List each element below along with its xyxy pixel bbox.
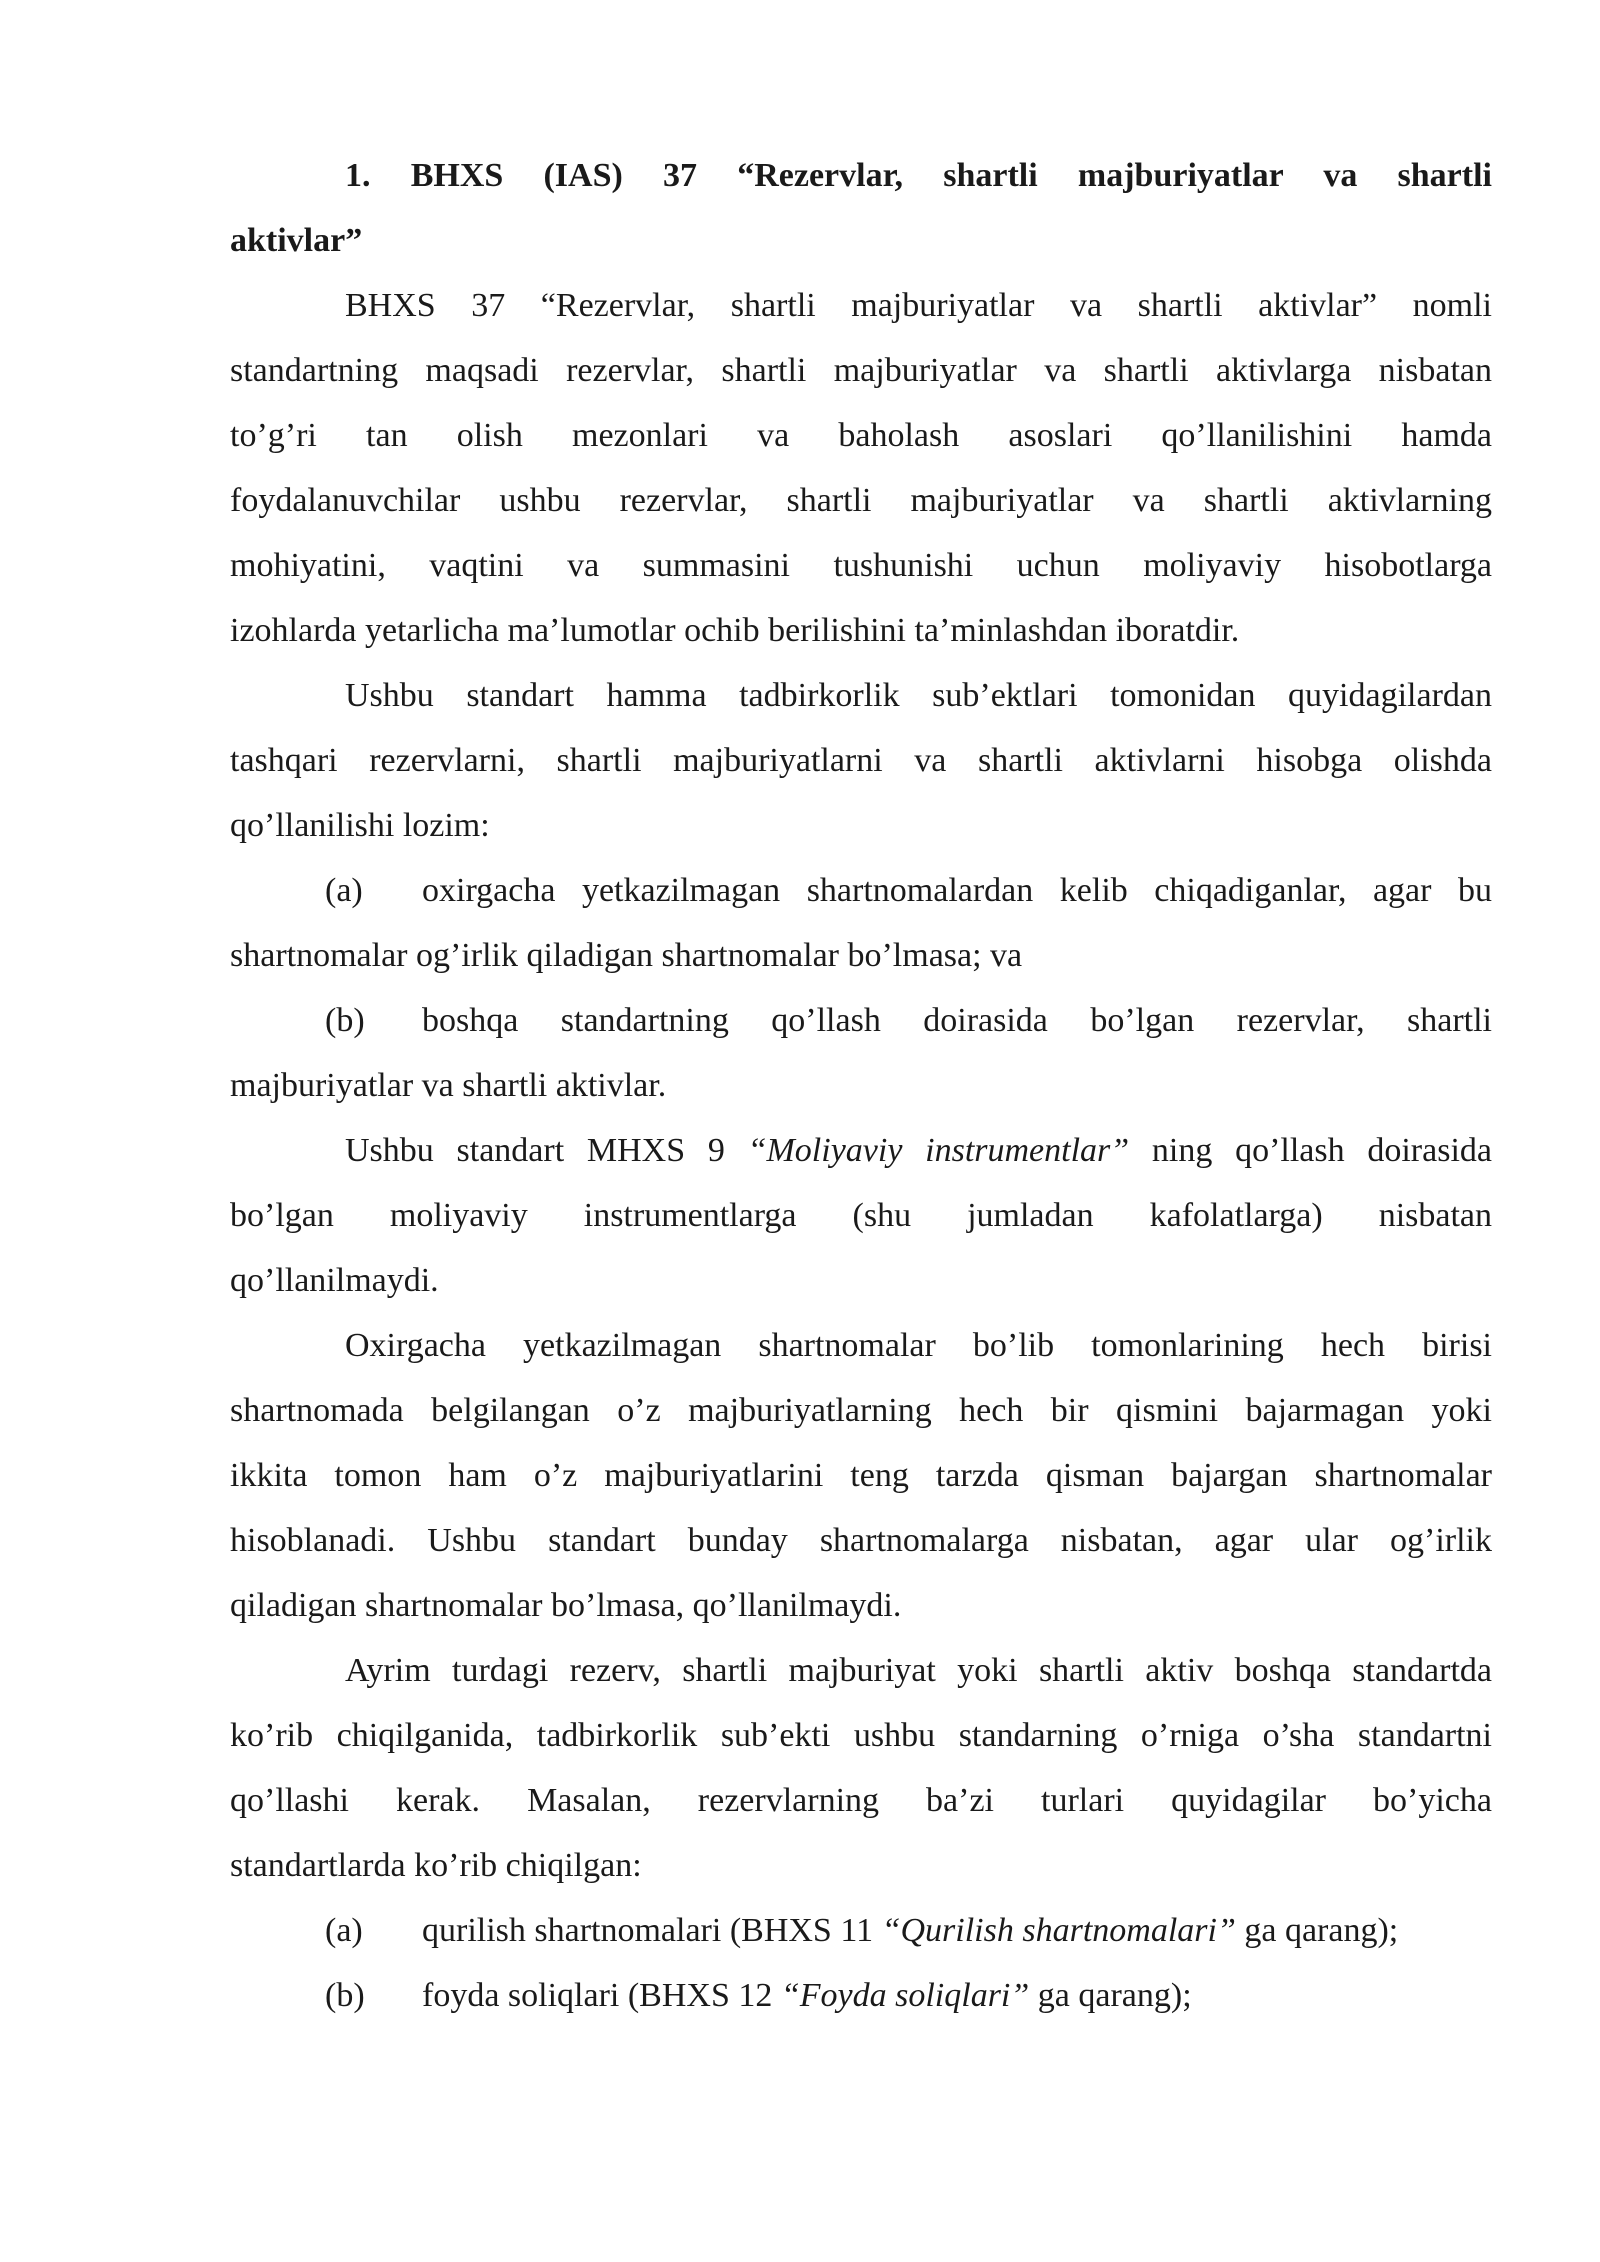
paragraph-5-line: ko’rib chiqilganida, tadbirkorlik sub’ekti ushbu standarning o’rniga o’sha standartni (230, 1717, 1492, 1754)
paragraph-3-text: ning qo’llash doirasida (1129, 1132, 1492, 1169)
paragraph-1-line: BHXS 37 “Rezervlar, shartli majburiyatlar va shartli aktivlar” nomli (345, 287, 1492, 324)
paragraph-3-line (345, 1131, 1492, 1171)
paragraph-4-line: Oxirgacha yetkazilmagan shartnomalar bo’lib tomonlarining hech birisi (345, 1327, 1492, 1364)
list-item-text: boshqa standartning qo’llash doirasida bo’lgan rezervlar, shartli (422, 1002, 1492, 1039)
paragraph-5-line: qo’llashi kerak. Masalan, rezervlarning ba’zi turlari quyidagilar bo’yicha (230, 1782, 1492, 1819)
list-item-text-part: foyda soliqlari (BHXS 12 (422, 1977, 781, 2014)
list-item-label: (a) (325, 872, 363, 909)
paragraph-5-line: standartlarda ko’rib chiqilgan: (230, 1847, 642, 1884)
list-item-text: majburiyatlar va shartli aktivlar. (230, 1067, 667, 1104)
list-item-text: shartnomalar og’irlik qiladigan shartnomalar bo’lmasa; va (230, 937, 1023, 974)
paragraph-4-line: hisoblanadi. Ushbu standart bunday shartnomalarga nisbatan, agar ular og’irlik (230, 1522, 1492, 1559)
paragraph-1-line: standartning maqsadi rezervlar, shartli majburiyatlar va shartli aktivlarga nisbatan (230, 352, 1492, 389)
paragraph-3-line: bo’lgan moliyaviy instrumentlarga (shu jumladan kafolatlarga) nisbatan (230, 1197, 1492, 1234)
list-item-label: (a) (325, 1912, 363, 1949)
paragraph-3-italic-title: “Moliyaviy instrumentlar” (747, 1132, 1130, 1169)
list-item-italic-title: “Foyda soliqlari” (780, 1977, 1030, 2014)
paragraph-1-line: to’g’ri tan olish mezonlari va baholash asoslari qo’llanilishini hamda (230, 417, 1492, 454)
list-item-text-part: qurilish shartnomalari (BHXS 11 (422, 1912, 882, 1949)
list-item-label: (b) (325, 1977, 365, 2014)
paragraph-2-line: qo’llanilishi lozim: (230, 807, 490, 844)
paragraph-1-line: mohiyatini, vaqtini va summasini tushunishi uchun moliyaviy hisobotlarga (230, 547, 1492, 584)
list-item-text-part: ga qarang); (1029, 1977, 1192, 2014)
paragraph-2-line: Ushbu standart hamma tadbirkorlik sub’ektlari tomonidan quyidagilardan (345, 677, 1492, 714)
paragraph-3-line: qo’llanilmaydi. (230, 1262, 439, 1299)
paragraph-5-line: Ayrim turdagi rezerv, shartli majburiyat yoki shartli aktiv boshqa standartda (345, 1652, 1492, 1689)
paragraph-1-line: izohlarda yetarlicha ma’lumotlar ochib berilishini ta’minlashdan iboratdir. (230, 612, 1240, 649)
list-item-label: (b) (325, 1002, 365, 1039)
paragraph-4-line: ikkita tomon ham o’z majburiyatlarini teng tarzda qisman bajargan shartnomalar (230, 1457, 1492, 1494)
paragraph-4-line: shartnomada belgilangan o’z majburiyatlarning hech bir qismini bajarmagan yoki (230, 1392, 1492, 1429)
list-item-text-part: ga qarang); (1235, 1912, 1399, 1949)
section-heading-line-2: aktivlar” (230, 222, 363, 259)
paragraph-2-line: tashqari rezervlarni, shartli majburiyatlarni va shartli aktivlarni hisobga olishda (230, 742, 1492, 779)
list-item-italic-title: “Qurilish shartnomalari” (881, 1912, 1236, 1949)
list-item-text: oxirgacha yetkazilmagan shartnomalardan kelib chiqadiganlar, agar bu (422, 872, 1492, 909)
paragraph-3-text: Ushbu standart MHXS 9 (345, 1132, 748, 1169)
list-item-text (422, 1911, 1398, 1951)
list-item-text (422, 1976, 1192, 2016)
paragraph-4-line: qiladigan shartnomalar bo’lmasa, qo’llanilmaydi. (230, 1587, 902, 1624)
paragraph-1-line: foydalanuvchilar ushbu rezervlar, shartli majburiyatlar va shartli aktivlarning (230, 482, 1492, 519)
section-heading-line-1: 1. BHXS (IAS) 37 “Rezervlar, shartli majburiyatlar va shartli (345, 157, 1492, 194)
